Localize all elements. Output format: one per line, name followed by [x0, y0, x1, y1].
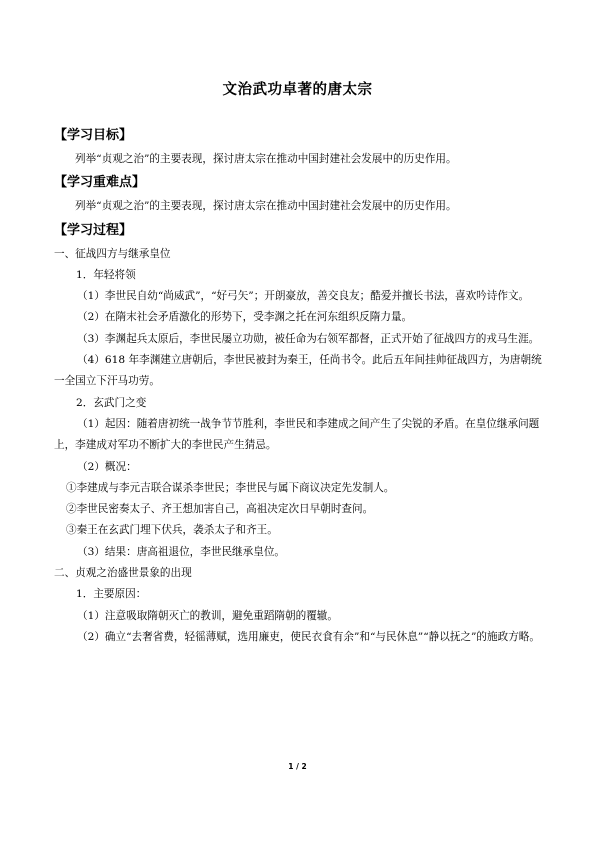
- document-body: [54, 126, 546, 648]
- paragraph-3-2: （2）确立“去奢省费，轻徭薄赋，选用廉吏，使民衣食有余”和“与民休息”“静以抚之”的施政方略。: [77, 630, 540, 643]
- paragraph-2-2a: ①李建成与李元吉联合谋杀李世民；李世民与属下商议决定先发制人。: [66, 481, 395, 494]
- paragraph-2-2: （2）概况：: [77, 460, 137, 473]
- paragraph-1-4: （4）618 年李渊建立唐朝后，李世民被封为秦王，任尚书令。此后五年间挂帅征战四方，为唐朝统一全国立下汗马功劳。: [54, 354, 542, 388]
- part2-title: 二、贞观之治盛世景象的出现: [54, 567, 192, 580]
- paragraph-1-1: （1）李世民自幼“尚威武”，“好弓矢”；开朗豪放，善交良友；酷爱并擅长书法，喜欢吟诗作文。: [77, 290, 530, 303]
- paragraph-1-2: （2）在隋末社会矛盾激化的形势下，受李渊之托在河东组织反隋力量。: [77, 311, 413, 324]
- objectives-text: 列举“贞观之治”的主要表现，探讨唐太宗在推动中国封建社会发展中的历史作用。: [75, 153, 457, 165]
- paragraph-2-2c: ③秦王在玄武门埋下伏兵，袭杀太子和齐王。: [66, 524, 278, 537]
- part1-subheading-1: 1．年轻将领: [76, 268, 136, 281]
- page-number: 1 / 2: [288, 762, 307, 771]
- process-heading: 【学习过程】: [54, 222, 133, 238]
- paragraph-2-1: （1）起因：随着唐初统一战争节节胜利，李世民和李建成之间产生了尖锐的矛盾。在皇位继承问题上，李建成对军功不断扩大的李世民产生猜忌。: [54, 417, 540, 452]
- paragraph-3-1: （1）注意吸取隋朝灭亡的教训，避免重蹈隋朝的覆辙。: [77, 609, 338, 622]
- part1-subheading-2: 2．玄武门之变: [76, 396, 147, 409]
- part2-subheading-1: 1．主要原因：: [76, 588, 147, 601]
- paragraph-1-3: （3）李渊起兵太原后，李世民屡立功勋，被任命为右领军都督，正式开始了征战四方的戎马生涯。: [77, 332, 540, 345]
- paragraph-2-3: （3）结果：唐高祖退位，李世民继承皇位。: [77, 545, 286, 558]
- key-points-heading: 【学习重难点】: [54, 175, 146, 191]
- paragraph-2-2b: ②李世民密奏太子、齐王想加害自己，高祖决定次日早朝时查问。: [66, 503, 374, 516]
- page-title: 文治武功卓著的唐太宗: [222, 82, 373, 98]
- objectives-heading: 【学习目标】: [54, 128, 133, 143]
- part1-title: 一、征战四方与继承皇位: [54, 247, 171, 260]
- key-points-text: 列举“贞观之治”的主要表现，探讨唐太宗在推动中国封建社会发展中的历史作用。: [75, 200, 457, 213]
